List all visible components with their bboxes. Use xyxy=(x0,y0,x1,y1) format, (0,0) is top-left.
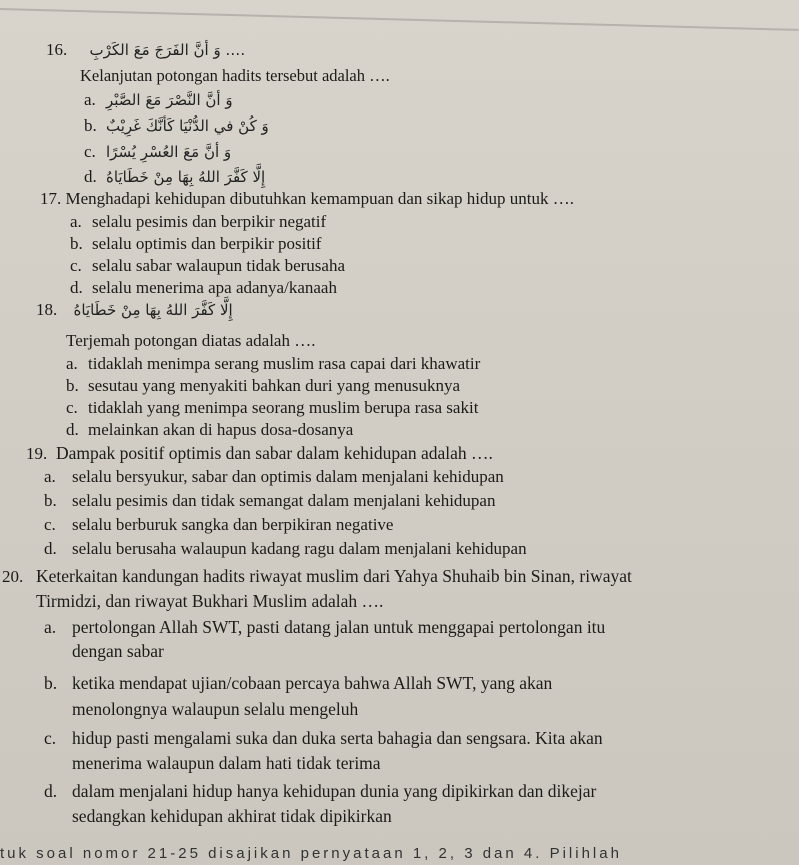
option-20-c-continuation: menerima walaupun dalam hati tidak terima xyxy=(72,753,381,773)
question-20 xyxy=(2,566,632,587)
option-18-b: b. sesutau yang menyakiti bahkan duri yang menusuknya xyxy=(66,376,461,395)
question-number: 17. xyxy=(40,189,62,208)
option-text-line-1: ketika mendapat ujian/cobaan percaya bahwa Allah SWT, yang akan xyxy=(72,673,553,693)
option-text: selalu menerima apa adanya/kanaah xyxy=(92,278,337,297)
question-number: 18. xyxy=(36,300,58,319)
option-text: وَ كُنْ في الدُّنْيَا كَأنَّكَ غَرِيْبٌ xyxy=(106,117,269,135)
option-19-b: b. selalu pesimis dan tidak semangat dalam menjalani kehidupan xyxy=(44,491,496,510)
option-text: selalu optimis dan berpikir positif xyxy=(92,234,322,253)
option-text: tidaklah yang menimpa seorang muslim berupa rasa sakit xyxy=(88,398,479,417)
option-text: selalu pesimis dan tidak semangat dalam menjalani kehidupan xyxy=(72,491,496,510)
question-18-prompt: Terjemah potongan diatas adalah …. xyxy=(66,331,316,350)
option-20-c: c. hidup pasti mengalami suka dan duka serta bahagia dan sengsara. Kita akan xyxy=(44,728,603,748)
option-18-d: d. melainkan akan di hapus dosa-dosanya xyxy=(66,420,354,439)
question-20-prompt-line-1: Keterkaitan kandungan hadits riwayat muslim dari Yahya Shuhaib bin Sinan, riwayat xyxy=(36,566,632,586)
option-20-a: a. pertolongan Allah SWT, pasti datang jalan untuk menggapai pertolongan itu xyxy=(44,617,606,637)
option-16-a: a. وَ أنَّ النَّصْرَ مَعَ الصَّبْرِ xyxy=(84,90,233,109)
option-text-line-1: hidup pasti mengalami suka dan duka serta bahagia dan sengsara. Kita akan xyxy=(72,728,603,748)
question-16-prompt: Kelanjutan potongan hadits tersebut adalah …. xyxy=(80,66,390,85)
option-20-a-continuation: dengan sabar xyxy=(72,641,164,661)
question-17 xyxy=(40,189,574,209)
option-20-d-continuation: sedangkan kehidupan akhirat tidak dipikirkan xyxy=(72,806,392,826)
option-text: selalu sabar walaupun tidak berusaha xyxy=(92,256,346,275)
option-17-d: d. selalu menerima apa adanya/kanaah xyxy=(70,278,337,297)
footer-instruction-cutoff: tuk soal nomor 21-25 disajikan pernyataan 1, 2, 3 dan 4. Pilihlah xyxy=(0,845,622,862)
option-text-line-1: pertolongan Allah SWT, pasti datang jalan untuk menggapai pertolongan itu xyxy=(72,617,606,637)
question-number: 20. xyxy=(2,567,24,586)
option-text: sesutau yang menyakiti bahkan duri yang menusuknya xyxy=(88,376,461,395)
question-16 xyxy=(46,40,245,60)
option-text: وَ أنَّ مَعَ العُسْرِ يُسْرًا xyxy=(106,143,232,161)
option-20-b-continuation: menolongnya walaupun selalu mengeluh xyxy=(72,699,359,719)
option-20-b: b. ketika mendapat ujian/cobaan percaya bahwa Allah SWT, yang akan xyxy=(44,673,553,693)
option-19-c: c. selalu berburuk sangka dan berpikiran negative xyxy=(44,515,394,534)
option-text-line-1: dalam menjalani hidup hanya kehidupan dunia yang dipikirkan dan dikejar xyxy=(72,781,597,801)
option-text: tidaklah menimpa serang muslim rasa capai dari khawatir xyxy=(88,354,481,373)
option-17-a: a. selalu pesimis dan berpikir negatif xyxy=(70,212,327,231)
arabic-hadith-fragment: …. وَ أنَّ الفَرَجَ مَعَ الكَرْبِ xyxy=(89,41,246,59)
question-number: 19. xyxy=(26,444,48,463)
option-18-a: a. tidaklah menimpa serang muslim rasa capai dari khawatir xyxy=(66,354,481,373)
option-18-c: c. tidaklah yang menimpa seorang muslim berupa rasa sakit xyxy=(66,398,479,417)
option-16-c: c. وَ أنَّ مَعَ العُسْرِ يُسْرًا xyxy=(84,142,232,161)
option-text: وَ أنَّ النَّصْرَ مَعَ الصَّبْرِ xyxy=(106,91,233,109)
option-17-c: c. selalu sabar walaupun tidak berusaha xyxy=(70,256,346,275)
arabic-hadith-fragment: إِلَّا كَفَّرَ اللهُ بِهَا مِنْ خَطَايَاهُ xyxy=(73,301,233,319)
question-20-prompt-line-2: Tirmidzi, dan riwayat Bukhari Muslim adalah …. xyxy=(36,591,384,611)
question-19 xyxy=(26,443,493,464)
question-19-prompt: Dampak positif optimis dan sabar dalam kehidupan adalah …. xyxy=(56,443,493,463)
option-16-b: b. وَ كُنْ في الدُّنْيَا كَأنَّكَ غَرِيْبٌ xyxy=(84,116,269,135)
question-18 xyxy=(36,300,233,320)
option-17-b: b. selalu optimis dan berpikir positif xyxy=(70,234,322,253)
option-text: melainkan akan di hapus dosa-dosanya xyxy=(88,420,354,439)
option-text: selalu berburuk sangka dan berpikiran negative xyxy=(72,515,394,534)
question-number: 16. xyxy=(46,40,68,59)
option-16-d: d. إِلَّا كَفَّرَ اللهُ بِهَا مِنْ خَطَايَاهُ xyxy=(84,167,266,186)
option-text: إِلَّا كَفَّرَ اللهُ بِهَا مِنْ خَطَايَاهُ xyxy=(106,168,266,186)
option-text: selalu berusaha walaupun kadang ragu dalam menjalani kehidupan xyxy=(72,539,527,558)
option-20-d: d. dalam menjalani hidup hanya kehidupan dunia yang dipikirkan dan dikejar xyxy=(44,781,597,801)
option-text: selalu bersyukur, sabar dan optimis dalam menjalani kehidupan xyxy=(72,467,504,486)
option-19-d: d. selalu berusaha walaupun kadang ragu dalam menjalani kehidupan xyxy=(44,539,527,558)
option-19-a: a. selalu bersyukur, sabar dan optimis dalam menjalani kehidupan xyxy=(44,467,504,486)
option-text: selalu pesimis dan berpikir negatif xyxy=(92,212,327,231)
question-17-prompt: Menghadapi kehidupan dibutuhkan kemampuan dan sikap hidup untuk …. xyxy=(65,189,574,208)
